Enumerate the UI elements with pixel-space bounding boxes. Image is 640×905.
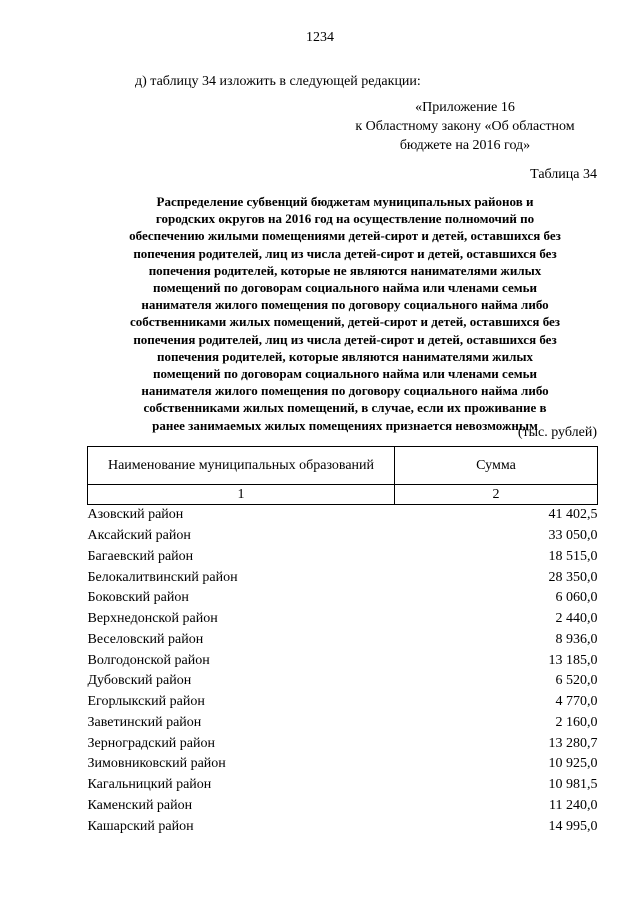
- municipality-name: Волгодонской район: [87, 652, 210, 668]
- municipality-name: Заветинский район: [87, 714, 202, 730]
- subvention-amount: 6 060,0: [555, 590, 598, 606]
- subvention-amount: 10 981,5: [548, 777, 598, 793]
- table-row: [88, 588, 598, 609]
- subvention-amount: 41 402,5: [548, 507, 598, 523]
- title-line: попечения родителей, которые не являются нанимателями жилых: [148, 262, 542, 278]
- title-line: городских округов на 2016 год на осуществление полномочий по: [155, 211, 535, 227]
- document-title: [100, 193, 590, 434]
- municipality-name: Дубовский район: [87, 673, 192, 689]
- subvention-amount: 6 520,0: [555, 673, 598, 689]
- subvention-table: [87, 446, 598, 837]
- title-line: нанимателя жилого помещения по договору социального найма либо: [141, 297, 549, 313]
- municipality-name: Каменский район: [87, 797, 193, 813]
- municipality-name: Азовский район: [87, 507, 184, 523]
- table-row: [88, 526, 598, 547]
- title-line: нанимателя жилого помещения по договору социального найма либо: [141, 383, 549, 399]
- title-line: обеспечению жилыми помещениями детей-сирот и детей, оставшихся без: [129, 228, 561, 244]
- table-row: [88, 567, 598, 588]
- table-row: [88, 547, 598, 568]
- appendix-line-1: «Приложение 16: [415, 100, 515, 115]
- title-line: помещений по договорам социального найма или членами семьи: [153, 366, 537, 382]
- subvention-amount: 18 515,0: [548, 548, 598, 564]
- table-row: [88, 754, 598, 775]
- subvention-amount: 13 280,7: [548, 735, 598, 751]
- page-number: 1234: [306, 30, 334, 45]
- municipality-name: Аксайский район: [87, 528, 191, 544]
- subvention-amount: 14 995,0: [548, 818, 598, 834]
- column-number-1: 1: [88, 485, 395, 505]
- appendix-reference: [330, 98, 600, 155]
- table-row: [88, 796, 598, 817]
- title-line: собственниками жилых помещений, детей-сирот и детей, оставшихся без: [129, 314, 561, 330]
- title-line: попечения родителей, лиц из числа детей-сирот и детей, оставшихся без: [133, 331, 557, 347]
- header-municipality-name: Наименование муниципальных образований: [88, 447, 395, 485]
- subvention-amount: 2 440,0: [555, 611, 598, 627]
- subvention-amount: 13 185,0: [548, 652, 598, 668]
- subvention-amount: 11 240,0: [549, 797, 598, 813]
- title-line: помещений по договорам социального найма или членами семьи: [153, 280, 537, 296]
- title-line: собственниками жилых помещений, в случае, если их проживание в: [143, 400, 547, 416]
- subvention-amount: 8 936,0: [555, 631, 598, 647]
- municipality-name: Зерноградский район: [87, 735, 215, 751]
- table-body: [88, 505, 598, 838]
- header-sum: Сумма: [395, 447, 598, 485]
- municipality-name: Егорлыкский район: [87, 694, 205, 710]
- table-header-row: [88, 447, 598, 485]
- table-label: Таблица 34: [530, 167, 597, 182]
- subvention-amount: 2 160,0: [555, 714, 598, 730]
- table-row: [88, 650, 598, 671]
- table-row: [88, 816, 598, 837]
- municipality-name: Белокалитвинский район: [87, 569, 238, 585]
- table-row: [88, 775, 598, 796]
- title-line: попечения родителей, лиц из числа детей-сирот и детей, оставшихся без: [133, 245, 557, 261]
- table-row: [88, 713, 598, 734]
- subvention-amount: 33 050,0: [548, 528, 598, 544]
- municipality-name: Боковский район: [87, 590, 189, 606]
- subvention-amount: 28 350,0: [548, 569, 598, 585]
- table-row: [88, 630, 598, 651]
- municipality-name: Багаевский район: [87, 548, 194, 564]
- table-row: [88, 692, 598, 713]
- subvention-amount: 10 925,0: [548, 756, 598, 772]
- municipality-name: Верхнедонской район: [87, 611, 218, 627]
- units-label: (тыс. рублей): [517, 425, 597, 440]
- municipality-name: Веселовский район: [87, 631, 204, 647]
- table-row: [88, 671, 598, 692]
- title-line: попечения родителей, которые являются нанимателями жилых: [156, 348, 534, 364]
- subvention-amount: 4 770,0: [555, 694, 598, 710]
- column-number-2: 2: [395, 485, 598, 505]
- table-row: [88, 609, 598, 630]
- title-line: Распределение субвенций бюджетам муниципальных районов и: [156, 194, 534, 209]
- municipality-name: Кашарский район: [87, 818, 194, 834]
- title-line: ранее занимаемых жилых помещениях признается невозможным: [152, 417, 538, 433]
- municipality-name: Кагальницкий район: [87, 777, 212, 793]
- appendix-line-3: бюджете на 2016 год»: [399, 138, 531, 153]
- municipality-name: Зимовниковский район: [87, 756, 226, 772]
- column-number-row: [88, 485, 598, 505]
- table-row: [88, 505, 598, 526]
- appendix-line-2: к Областному закону «Об областном: [355, 119, 575, 134]
- table-row: [88, 733, 598, 754]
- intro-line: д) таблицу 34 изложить в следующей редакции:: [135, 74, 421, 89]
